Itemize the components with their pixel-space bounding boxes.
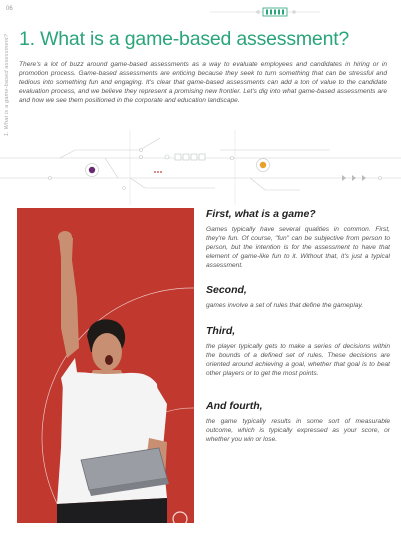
page-number: 06: [6, 6, 13, 12]
section-body-second: games involve a set of rules that define the gameplay.: [206, 302, 364, 310]
section-heading-fourth: And fourth,: [206, 399, 263, 412]
header-decoration: [210, 5, 320, 19]
side-running-title: 1. What is a game-based assessment?: [4, 34, 10, 137]
section-body-first: Games typically have several qualities in common. First, they're fun. Of course, "fun" can be subjective from person to person, but the intention is for the assessment to have that element of game-like fun to it. Without that, it's just a typical assessment.: [206, 226, 390, 270]
cheering-person-photo: [17, 208, 194, 523]
section-body-third: the player typically gets to make a series of decisions within the bounds of a defined set of rules. These decisions are oriented around achieving a goal, whether that goal is to beat other players or to get the most points.: [206, 342, 390, 377]
section-heading-first: First, what is a game?: [206, 208, 316, 220]
section-heading-third: Third,: [206, 324, 236, 337]
section-body-fourth: the game typically results in some sort of measurable outcome, which is typically expressed as your score, or whether you win or lose.: [206, 417, 390, 444]
section-heading-second: Second,: [206, 284, 247, 297]
intro-paragraph: There's a lot of buzz around game-based assessments as a way to evaluate employees and candidates in hiring or in promotion process. Game-based assessments are enticing because they seek to turn something that can be stressful and tedious into something fun and engaging. It's clear that game-based assessments can add a ton of value to the candidate evaluation process, and we believe they represent a promising new frontier. Let's dig into what game-based assessments are and how we see them positioned in the corporate and education landscape.: [19, 61, 387, 104]
content-column: [206, 208, 390, 444]
page-title: 1. What is a game-based assessment?: [19, 28, 350, 50]
circuit-decoration: [0, 130, 401, 205]
